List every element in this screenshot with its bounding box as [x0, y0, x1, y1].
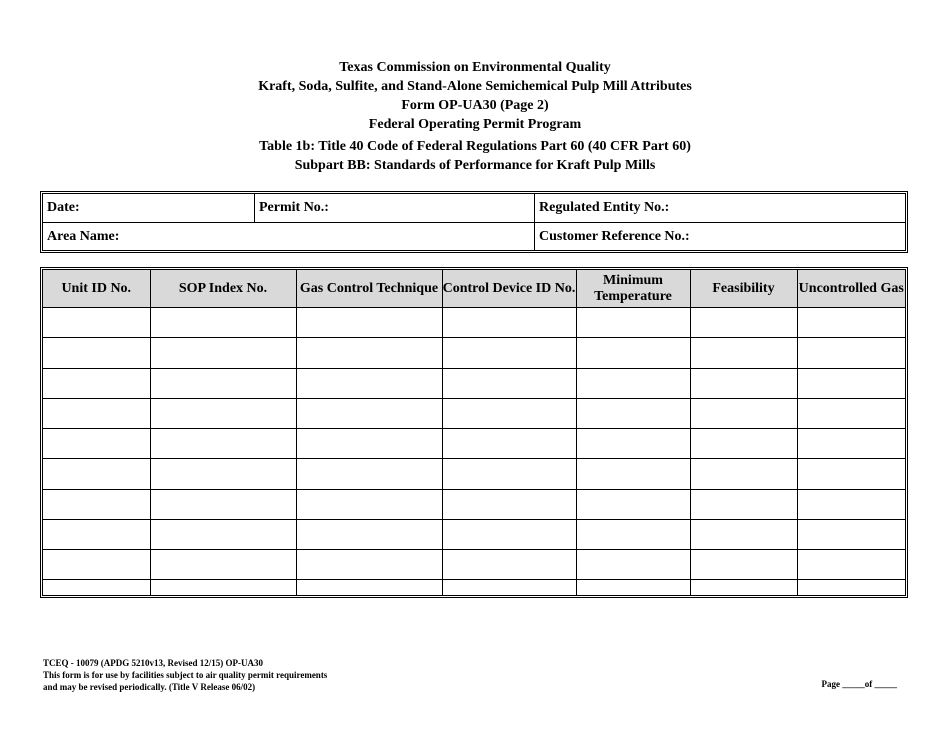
cell-sop-index[interactable]	[150, 429, 296, 459]
cell-control-device-id[interactable]	[442, 368, 576, 398]
cell-uncontrolled-gas[interactable]	[797, 429, 905, 459]
usage-note-line: This form is for use by facilities subject to air quality permit requirements	[43, 670, 328, 680]
regulated-entity-field[interactable]	[534, 194, 905, 222]
table-row	[43, 580, 905, 595]
cell-feasibility[interactable]	[690, 489, 797, 519]
table-row	[43, 550, 905, 580]
cell-feasibility[interactable]	[690, 580, 797, 595]
customer-reference-label: Customer Reference No.:	[539, 229, 690, 244]
cell-gas-control-technique[interactable]	[296, 459, 442, 489]
cell-control-device-id[interactable]	[442, 338, 576, 368]
form-id-line: TCEQ - 10079 (APDG 5210v13, Revised 12/15) OP-UA30	[43, 658, 263, 668]
table-body	[43, 308, 905, 596]
cell-gas-control-technique[interactable]	[296, 550, 442, 580]
cell-unit-id[interactable]	[43, 429, 150, 459]
cell-uncontrolled-gas[interactable]	[797, 580, 905, 595]
column-header-control-device-id: Control Device ID No.	[442, 270, 576, 308]
regulated-entity-label: Regulated Entity No.:	[539, 200, 670, 215]
form-header	[0, 58, 950, 175]
permit-number-label: Permit No.:	[259, 200, 329, 215]
cell-control-device-id[interactable]	[442, 308, 576, 338]
area-name-label: Area Name:	[47, 229, 120, 244]
cell-gas-control-technique[interactable]	[296, 519, 442, 549]
cell-minimum-temperature[interactable]	[576, 580, 690, 595]
cell-minimum-temperature[interactable]	[576, 398, 690, 428]
cell-control-device-id[interactable]	[442, 550, 576, 580]
table-row	[43, 429, 905, 459]
cell-minimum-temperature[interactable]	[576, 489, 690, 519]
cell-sop-index[interactable]	[150, 398, 296, 428]
column-header-minimum-temperature: Minimum Temperature	[576, 270, 690, 308]
cell-minimum-temperature[interactable]	[576, 308, 690, 338]
form-subject: Kraft, Soda, Sulfite, and Stand-Alone Semichemical Pulp Mill Attributes	[258, 79, 692, 94]
cell-uncontrolled-gas[interactable]	[797, 519, 905, 549]
program-name: Federal Operating Permit Program	[368, 117, 582, 132]
cell-uncontrolled-gas[interactable]	[797, 459, 905, 489]
cell-sop-index[interactable]	[150, 459, 296, 489]
cell-minimum-temperature[interactable]	[576, 338, 690, 368]
cell-sop-index[interactable]	[150, 489, 296, 519]
customer-reference-field[interactable]	[534, 223, 905, 251]
cell-feasibility[interactable]	[690, 519, 797, 549]
cell-control-device-id[interactable]	[442, 580, 576, 595]
header-row	[43, 270, 905, 308]
cell-uncontrolled-gas[interactable]	[797, 398, 905, 428]
cell-unit-id[interactable]	[43, 580, 150, 595]
cell-uncontrolled-gas[interactable]	[797, 308, 905, 338]
cell-sop-index[interactable]	[150, 338, 296, 368]
table-row	[43, 368, 905, 398]
info-row-1	[43, 194, 905, 223]
cell-minimum-temperature[interactable]	[576, 519, 690, 549]
cell-sop-index[interactable]	[150, 519, 296, 549]
cell-uncontrolled-gas[interactable]	[797, 338, 905, 368]
cell-feasibility[interactable]	[690, 429, 797, 459]
cell-gas-control-technique[interactable]	[296, 429, 442, 459]
table-row	[43, 308, 905, 338]
cell-gas-control-technique[interactable]	[296, 580, 442, 595]
cell-control-device-id[interactable]	[442, 459, 576, 489]
cell-unit-id[interactable]	[43, 489, 150, 519]
cell-sop-index[interactable]	[150, 550, 296, 580]
cell-unit-id[interactable]	[43, 550, 150, 580]
table-row	[43, 519, 905, 549]
form-footer	[43, 657, 327, 693]
cell-gas-control-technique[interactable]	[296, 338, 442, 368]
column-header-sop-index: SOP Index No.	[150, 270, 296, 308]
cell-gas-control-technique[interactable]	[296, 489, 442, 519]
table-row	[43, 489, 905, 519]
cell-gas-control-technique[interactable]	[296, 308, 442, 338]
cell-feasibility[interactable]	[690, 338, 797, 368]
form-number: Form OP-UA30 (Page 2)	[401, 98, 549, 113]
cell-minimum-temperature[interactable]	[576, 550, 690, 580]
column-header-unit-id: Unit ID No.	[43, 270, 150, 308]
date-label: Date:	[47, 200, 80, 215]
table-row	[43, 398, 905, 428]
cell-uncontrolled-gas[interactable]	[797, 550, 905, 580]
cell-control-device-id[interactable]	[442, 519, 576, 549]
table-row	[43, 459, 905, 489]
info-table	[40, 191, 908, 253]
cell-minimum-temperature[interactable]	[576, 368, 690, 398]
column-header-feasibility: Feasibility	[690, 270, 797, 308]
agency-title: Texas Commission on Environmental Quality	[339, 60, 611, 75]
cell-control-device-id[interactable]	[442, 429, 576, 459]
cell-unit-id[interactable]	[43, 519, 150, 549]
cell-feasibility[interactable]	[690, 368, 797, 398]
cell-control-device-id[interactable]	[442, 489, 576, 519]
column-header-uncontrolled-gas: Uncontrolled Gas	[797, 270, 905, 308]
attributes-table	[40, 267, 908, 598]
cell-unit-id[interactable]	[43, 308, 150, 338]
cell-feasibility[interactable]	[690, 459, 797, 489]
cell-minimum-temperature[interactable]	[576, 459, 690, 489]
cell-unit-id[interactable]	[43, 398, 150, 428]
cell-gas-control-technique[interactable]	[296, 368, 442, 398]
cell-uncontrolled-gas[interactable]	[797, 368, 905, 398]
permit-number-field[interactable]	[254, 194, 534, 222]
table-title: Table 1b: Title 40 Code of Federal Regulations Part 60 (40 CFR Part 60)	[259, 139, 691, 154]
attributes-grid	[43, 270, 905, 595]
cell-unit-id[interactable]	[43, 459, 150, 489]
cell-sop-index[interactable]	[150, 368, 296, 398]
date-field[interactable]	[43, 194, 254, 222]
page-number: Page _____of _____	[821, 679, 897, 689]
revision-note-line: and may be revised periodically. (Title V Release 06/02)	[43, 682, 256, 692]
cell-unit-id[interactable]	[43, 368, 150, 398]
cell-sop-index[interactable]	[150, 308, 296, 338]
cell-feasibility[interactable]	[690, 398, 797, 428]
cell-gas-control-technique[interactable]	[296, 398, 442, 428]
cell-sop-index[interactable]	[150, 580, 296, 595]
cell-unit-id[interactable]	[43, 338, 150, 368]
cell-control-device-id[interactable]	[442, 398, 576, 428]
area-name-field[interactable]	[43, 223, 534, 251]
cell-minimum-temperature[interactable]	[576, 429, 690, 459]
cell-uncontrolled-gas[interactable]	[797, 489, 905, 519]
column-header-gas-control-technique: Gas Control Technique	[296, 270, 442, 308]
table-row	[43, 338, 905, 368]
table-subtitle: Subpart BB: Standards of Performance for Kraft Pulp Mills	[294, 158, 656, 173]
info-row-2	[43, 223, 905, 251]
cell-feasibility[interactable]	[690, 308, 797, 338]
cell-feasibility[interactable]	[690, 550, 797, 580]
